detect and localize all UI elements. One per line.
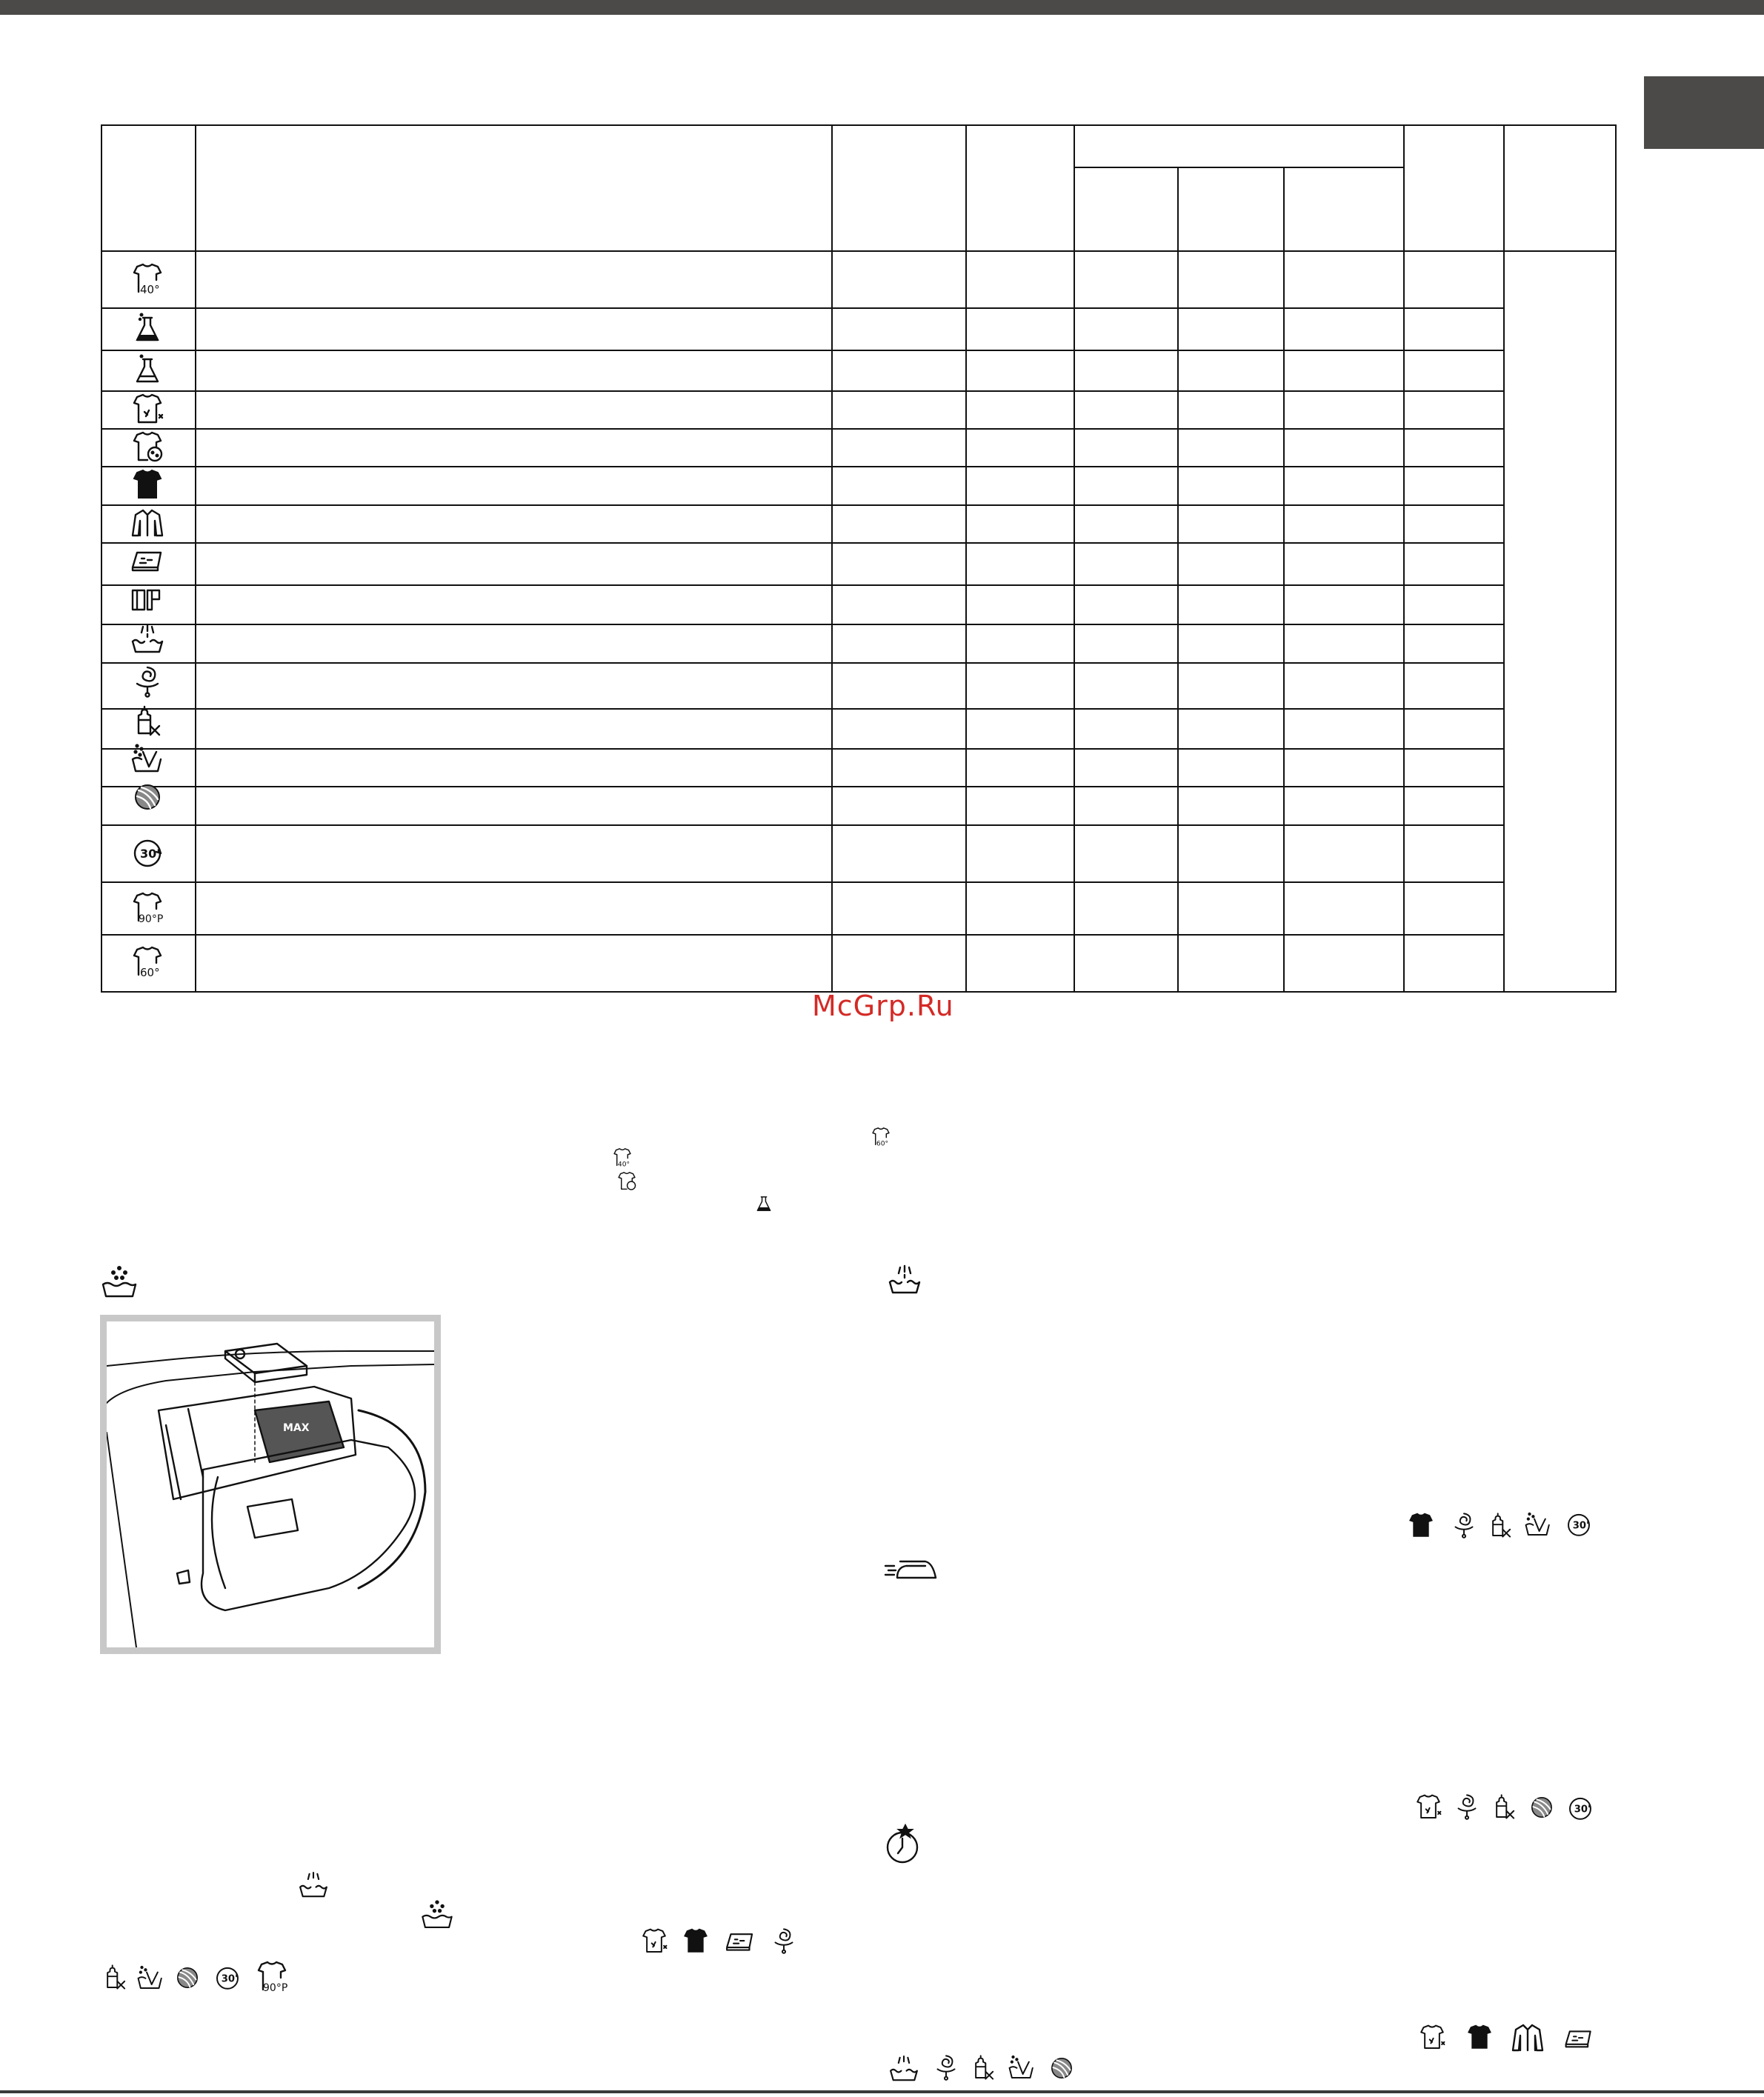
svg-text:60°: 60° <box>876 1140 889 1148</box>
shirts-hanger-icon <box>124 506 171 540</box>
hand-wash-icon <box>124 741 171 776</box>
shirts-hanger-icon <box>1507 2021 1548 2055</box>
mixed-shirt-icon <box>614 1170 639 1193</box>
svg-text:40°: 40° <box>140 283 160 296</box>
svg-text:90°P: 90°P <box>139 913 164 925</box>
duvet-icon <box>722 1926 759 1957</box>
dark-shirt-icon <box>124 468 171 502</box>
baby-bottle-icon <box>1487 1790 1521 1824</box>
delicate-icon <box>124 664 171 699</box>
hand-wash-icon <box>1521 1508 1555 1541</box>
cotton-60-icon <box>868 1126 893 1148</box>
wool-icon <box>124 780 171 814</box>
delicate-icon <box>1450 1790 1484 1824</box>
detergent-drawer-illustration <box>100 1315 441 1654</box>
baby-bottle-icon <box>1483 1508 1517 1542</box>
svg-text:90°P: 90°P <box>263 1982 288 1994</box>
iron-icon <box>884 1554 940 1584</box>
delicate-icon <box>1447 1508 1481 1542</box>
top-bar <box>0 0 1764 15</box>
language-side-tab <box>1644 76 1764 149</box>
rinse-icon <box>885 2052 922 2086</box>
wool-icon <box>170 1963 204 1993</box>
delay-timer-icon <box>883 1824 922 1867</box>
quick-30-icon <box>210 1961 244 1994</box>
hand-wash-icon <box>133 1961 167 1994</box>
svg-text:60°: 60° <box>140 966 160 979</box>
svg-text:30': 30' <box>221 1973 239 1985</box>
quick-30-icon <box>1562 1508 1596 1541</box>
cotton-40-icon <box>610 1147 635 1169</box>
svg-text:30': 30' <box>1572 1520 1590 1532</box>
dark-shirt-icon <box>679 1926 713 1957</box>
synthetic-shirt-icon <box>1415 2022 1449 2053</box>
rinse-icon <box>884 1259 925 1301</box>
cotton-40-icon <box>124 262 171 296</box>
delicate-icon <box>929 2049 963 2086</box>
wool-icon <box>1045 2053 1079 2083</box>
quick-30-icon <box>1563 1793 1597 1824</box>
dark-shirt-icon <box>1404 1511 1438 1541</box>
towels-icon <box>124 583 171 617</box>
baby-bottle-icon <box>98 1960 132 1994</box>
delicate-icon <box>767 1923 801 1958</box>
hand-wash-icon <box>1005 2050 1039 2084</box>
baby-bottle-icon <box>966 2049 1000 2086</box>
rinse-icon <box>124 622 171 656</box>
wool-icon <box>1525 1793 1559 1822</box>
svg-text:30': 30' <box>1574 1804 1591 1816</box>
duvet-icon <box>1559 2024 1599 2053</box>
synthetic-shirt-icon <box>124 393 171 427</box>
rinse-icon <box>295 1868 332 1902</box>
stain-remover-icon <box>124 312 171 346</box>
quick-30-icon <box>124 836 171 870</box>
baby-bottle-icon <box>124 704 171 738</box>
duvet-icon <box>124 544 171 578</box>
cotton-60-icon <box>124 945 171 979</box>
bottom-rule <box>0 2090 1764 2093</box>
svg-text:MAX: MAX <box>283 1422 310 1434</box>
prewash-icon <box>419 1898 456 1932</box>
synthetic-shirt-icon <box>637 1926 671 1957</box>
stain-remover-icon <box>751 1193 776 1215</box>
mixed-shirt-icon <box>124 430 171 464</box>
cotton-90p-icon <box>124 891 171 925</box>
svg-text:30': 30' <box>140 847 161 861</box>
cotton-90p-icon <box>249 1960 295 1994</box>
dark-shirt-icon <box>1462 2022 1497 2053</box>
synthetic-shirt-icon <box>1411 1793 1445 1822</box>
prewash-icon <box>99 1265 140 1299</box>
watermark: McGrp.Ru <box>812 990 954 1022</box>
stain-remover-light-icon <box>124 353 171 387</box>
svg-text:40°: 40° <box>617 1161 630 1169</box>
